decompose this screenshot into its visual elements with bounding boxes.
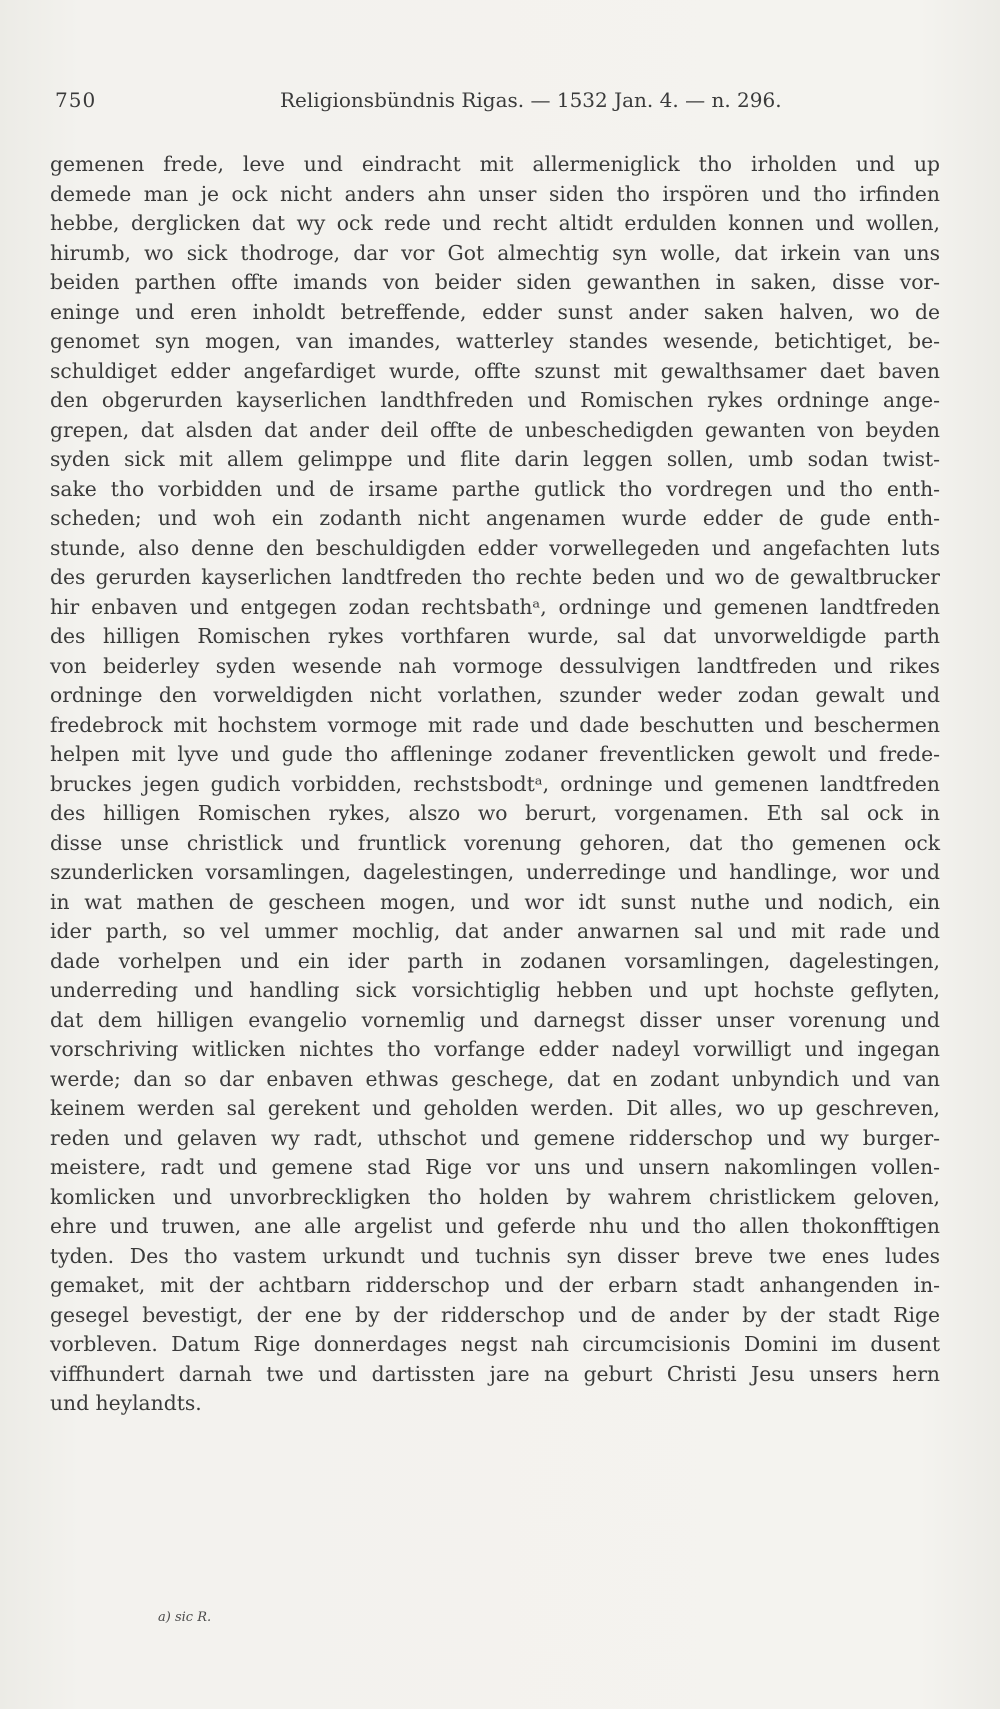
- text-line: komlicken und unvorbreckligken tho holden by wahrem christlickem geloven,: [50, 1184, 940, 1209]
- text-line: viffhundert darnah twe und dartissten jare na geburt Christi Jesu unsers hern: [50, 1361, 940, 1386]
- text-line: ehre und truwen, ane alle argelist und geferde nhu und tho allen thokonfftigen: [50, 1214, 940, 1238]
- body-text: [50, 150, 940, 1419]
- text-line: vorschriving witlicken nichtes tho vorfange edder nadeyl vorwilligt und ingegan: [50, 1037, 940, 1061]
- text-line: schuldiget edder angefardiget wurde, offte szunst mit gewalthsamer daet baven: [50, 358, 940, 383]
- running-title: Religionsbündnis Rigas. — 1532 Jan. 4. — n. 296.: [280, 88, 782, 112]
- text-line: gemenen frede, leve und eindracht mit allermeniglick tho irholden und up: [50, 152, 940, 176]
- text-line: fredebrock mit hochstem vormoge mit rade und dade beschutten und beschermen: [50, 712, 940, 737]
- text-line: tyden. Des tho vastem urkundt und tuchnis syn disser breve twe enes ludes: [50, 1243, 940, 1268]
- text-line: und heylandts.: [50, 1391, 202, 1415]
- text-line: ordninge den vorweldigden nicht vorlathen, szunder weder zodan gewalt und: [50, 683, 940, 707]
- text-line: dade vorhelpen und ein ider parth in zodanen vorsamlingen, dagelestingen,: [50, 948, 940, 973]
- text-line: syden sick mit allem gelimppe und flite darin leggen sollen, umb sodan twist-: [50, 447, 940, 471]
- text-line: bruckes jegen gudich vorbidden, rechstsbodtᵃ, ordninge und gemenen landtfreden: [50, 771, 940, 796]
- text-line: beiden parthen offte imands von beider siden gewanthen in saken, disse vor-: [50, 270, 940, 294]
- text-line: grepen, dat alsden dat ander deil offte de unbeschedigden gewanten von beyden: [50, 417, 940, 442]
- text-line: ider parth, so vel ummer mochlig, dat ander anwarnen sal und mit rade und: [50, 919, 940, 943]
- text-line: disse unse christlick und fruntlick vorenung gehoren, dat tho gemenen ock: [50, 830, 940, 855]
- text-line: des hilligen Romischen rykes, alszo wo berurt, vorgenamen. Eth sal ock in: [50, 801, 940, 825]
- text-line: hir enbaven und entgegen zodan rechtsbathᵃ, ordninge und gemenen landtfreden: [50, 594, 940, 619]
- text-line: stunde, also denne den beschuldigden edder vorwellegeden und angefachten luts: [50, 535, 940, 560]
- text-line: den obgerurden kayserlichen landthfreden und Romischen rykes ordninge ange-: [50, 388, 940, 412]
- text-line: des hilligen Romischen rykes vorthfaren wurde, sal dat unvorweldigde parth: [50, 624, 940, 648]
- text-line: in wat mathen de gescheen mogen, und wor idt sunst nuthe und nodich, ein: [50, 889, 940, 914]
- page-number: 750: [55, 88, 97, 112]
- page-header: [55, 88, 935, 124]
- text-line: gesegel bevestigt, der ene by der ridderschop und de ander by der stadt Rige: [50, 1302, 940, 1327]
- text-line: scheden; und woh ein zodanth nicht angenamen wurde edder de gude enth-: [50, 506, 940, 530]
- text-line: eninge und eren inholdt betreffende, edder sunst ander saken halven, wo de: [50, 299, 940, 324]
- text-line: hirumb, wo sick thodroge, dar vor Got almechtig syn wolle, dat irkein van uns: [50, 240, 940, 265]
- text-line: meistere, radt und gemene stad Rige vor uns und unsern nakomlingen vollen-: [50, 1155, 940, 1179]
- text-line: hebbe, derglicken dat wy ock rede und recht altidt erdulden konnen und wollen,: [50, 211, 940, 235]
- text-line: werde; dan so dar enbaven ethwas geschege, dat en zodant unbyndich und van: [50, 1066, 940, 1091]
- text-line: dat dem hilligen evangelio vornemlig und darnegst disser unser vorenung und: [50, 1007, 940, 1032]
- text-line: sake tho vorbidden und de irsame parthe gutlick tho vordregen und tho enth-: [50, 476, 940, 501]
- footnote: a) sic R.: [158, 1610, 212, 1625]
- text-line: szunderlicken vorsamlingen, dagelestingen, underredinge und handlinge, wor und: [50, 860, 940, 884]
- text-line: underreding und handling sick vorsichtiglig hebben und upt hochste geflyten,: [50, 978, 940, 1002]
- text-line: demede man je ock nicht anders ahn unser siden tho irspören und tho irfinden: [50, 181, 940, 206]
- text-line: vorbleven. Datum Rige donnerdages negst nah circumcisionis Domini im dusent: [50, 1332, 940, 1356]
- text-line: helpen mit lyve und gude tho affleninge zodaner freventlicken gewolt und frede-: [50, 742, 940, 766]
- text-line: keinem werden sal gerekent und geholden werden. Dit alles, wo up geschreven,: [50, 1096, 940, 1120]
- text-line: reden und gelaven wy radt, uthschot und gemene ridderschop und wy burger-: [50, 1125, 940, 1150]
- text-line: gemaket, mit der achtbarn ridderschop und der erbarn stadt anhangenden in-: [50, 1273, 940, 1297]
- text-line: genomet syn mogen, van imandes, watterley standes wesende, betichtiget, be-: [50, 329, 940, 353]
- text-line: des gerurden kayserlichen landtfreden tho rechte beden und wo de gewaltbrucker: [50, 565, 940, 589]
- text-line: von beiderley syden wesende nah vormoge dessulvigen landtfreden und rikes: [50, 653, 940, 678]
